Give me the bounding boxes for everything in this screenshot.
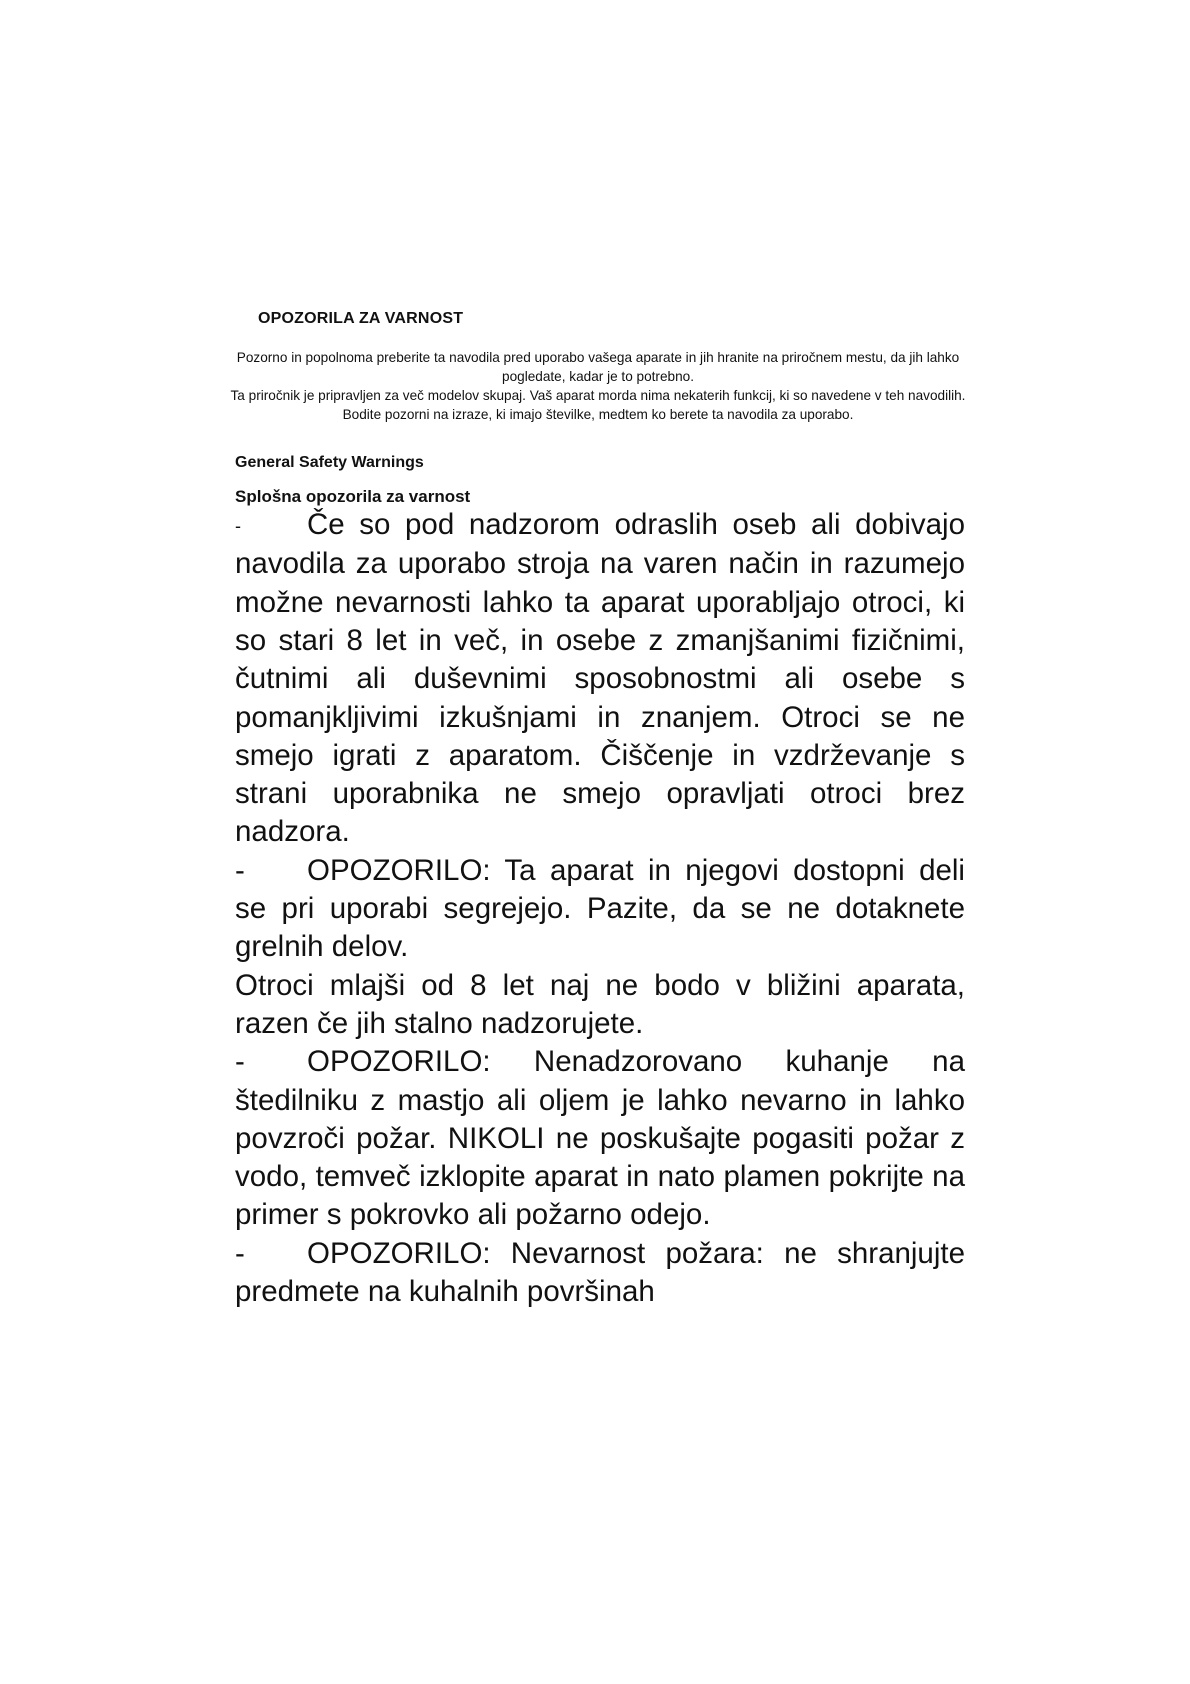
warning-text: OPOZORILO: Nenadzorovano kuhanje na štedilniku z mastjo ali oljem je lahko nevarno in lahko povzroči požar. NIKOLI ne poskušajte pogasiti požar z vodo, temveč izklopite aparat in nato plamen pokrijte na primer s pokrovko ali požarno odejo. xyxy=(235,1045,965,1232)
warning-text: Če so pod nadzorom odraslih oseb ali dobivajo navodila za uporabo stroja na varen način in razumejo možne nevarnosti lahko ta aparat uporabljajo otroci, ki so stari 8 let in več, in osebe z zmanjšanimi fizičnimi, čutnimi ali duševnimi sposobnostmi ali osebe s pomanjkljivimi izkušnjami in znanjem. Otroci se ne smejo igrati z aparatom. Čiščenje in vzdrževanje s strani uporabnika ne smejo opravljati otroci brez nadzora. xyxy=(235,508,965,849)
warning-paragraph xyxy=(235,506,965,852)
list-dash: - xyxy=(235,853,245,887)
warning-paragraph xyxy=(235,852,965,967)
warning-text: Otroci mlajši od 8 let naj ne bodo v bližini aparata, razen če jih stalno nadzorujete. xyxy=(235,968,965,1040)
warning-paragraph xyxy=(235,967,965,1044)
heading-english: General Safety Warnings xyxy=(235,454,424,471)
intro-paragraph: Pozorno in popolnoma preberite ta navodila pred uporabo vašega aparate in jih hranite na priročnem mestu, da jih lahko pogledate, kadar je to potrebno. xyxy=(236,350,960,384)
warning-paragraph xyxy=(235,1235,965,1312)
list-dash: - xyxy=(235,1236,245,1270)
intro-block xyxy=(230,348,966,424)
list-dash: - xyxy=(235,1045,245,1079)
intro-paragraph: Ta priročnik je pripravljen za več modelov skupaj. Vaš aparat morda nima nekaterih funkcij, ki so navedene v teh navodilih. Bodite pozorni na izraze, ki imajo številke, medtem ko berete ta navodila za uporabo. xyxy=(230,388,966,422)
list-dash: - xyxy=(235,516,241,537)
page-title: OPOZORILA ZA VARNOST xyxy=(258,310,464,327)
warning-paragraph xyxy=(235,1043,965,1234)
warnings-body xyxy=(235,506,965,1311)
heading-slovene: Splošna opozorila za varnost xyxy=(235,487,471,506)
warning-text: OPOZORILO: Ta aparat in njegovi dostopni deli se pri uporabi segrejejo. Pazite, da se ne dotaknete grelnih delov. xyxy=(235,853,965,964)
warning-text: OPOZORILO: Nevarnost požara: ne shranjujte predmete na kuhalnih površinah xyxy=(235,1236,965,1308)
